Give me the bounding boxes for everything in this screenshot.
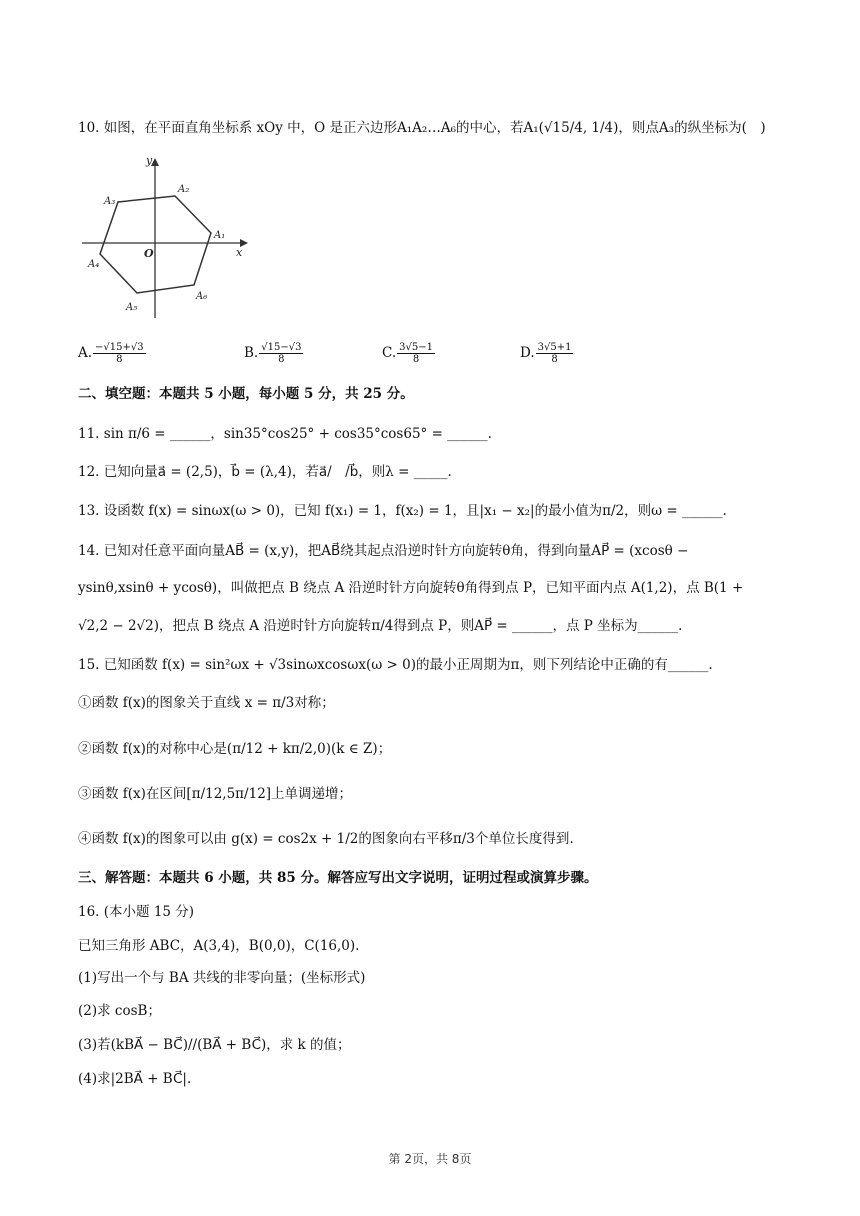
- question-16-line-2: (1)写出一个与 BA 共线的非零向量；(坐标形式): [78, 970, 366, 986]
- question-13: 13. 设函数 f(x) = sinωx(ω > 0)，已知 f(x₁) = 1，f(x₂) = 1，且|x₁ − x₂|的最小值为π/2，则ω = ______.: [78, 503, 727, 519]
- question-16-line-5: (4)求|2BA⃗ + BC⃗|.: [78, 1071, 192, 1087]
- question-15-stem: 15. 已知函数 f(x) = sin²ωx + √3sinωxcosωx(ω > 0)的最小正周期为π，则下列结论中正确的有______.: [78, 657, 713, 673]
- section-2-heading: 二、填空题：本题共 5 小题，每小题 5 分，共 25 分。: [78, 386, 414, 402]
- question-15-item-4: ④函数 f(x)的图象可以由 g(x) = cos2x + 1/2的图象向右平移π/3个单位长度得到.: [78, 831, 574, 847]
- vertex-a5-label: A₅: [126, 302, 138, 313]
- origin-label: O: [144, 247, 154, 260]
- vertex-a3-label: A₃: [104, 196, 116, 207]
- vertex-a6-label: A₆: [196, 291, 208, 302]
- question-16-line-4: (3)若(kBA⃗ − BC⃗)//(BA⃗ + BC⃗)，求 k 的值；: [78, 1037, 351, 1053]
- question-11: 11. sin π/6 = ______，sin35°cos25° + cos35°cos65° = ______.: [78, 426, 492, 442]
- option-b: B. $\frac{√15-√3}{8}$: [244, 342, 302, 365]
- question-14-line-3: √2,2 − 2√2)，把点 B 绕点 A 沿逆时针方向旋转π/4得到点 P，则AP⃗ = ______，点 P 坐标为______.: [78, 618, 683, 634]
- option-a: A. $\frac{-√15+√3}{8}$: [78, 342, 144, 365]
- question-15-item-2: ②函数 f(x)的对称中心是(π/12 + kπ/2,0)(k ∈ Z)；: [78, 741, 392, 757]
- question-14-line-2: ysinθ,xsinθ + ycosθ)，叫做把点 B 绕点 A 沿逆时针方向旋转θ角得到点 P，已知平面内点 A(1,2)，点 B(1 +: [78, 580, 744, 596]
- page-footer: 第 2页，共 8页: [388, 1152, 472, 1166]
- question-14-line-1: 14. 已知对任意平面向量AB⃗ = (x,y)，把AB⃗绕其起点沿逆时针方向旋转θ角，得到向量AP⃗ = (xcosθ −: [78, 543, 689, 559]
- question-12: 12. 已知向量a⃗ = (2,5)，b⃗ = (λ,4)，若a⃗/ /b⃗，则λ = _____.: [78, 464, 452, 480]
- section-3-heading: 三、解答题：本题共 6 小题，共 85 分。解答应写出文字说明，证明过程或演算步骤。: [78, 870, 598, 886]
- vertex-a4-label: A₄: [88, 259, 100, 270]
- question-16-line-1: 已知三角形 ABC，A(3,4)，B(0,0)，C(16,0).: [78, 938, 360, 954]
- question-16-title: 16. (本小题 15 分): [78, 904, 195, 920]
- question-10-options: [78, 342, 800, 372]
- question-15-item-1: ①函数 f(x)的图象关于直线 x = π/3对称；: [78, 695, 335, 711]
- x-axis-label: x: [236, 246, 243, 259]
- vertex-a1-label: A₁: [214, 230, 226, 241]
- y-axis-label: y: [146, 154, 153, 167]
- question-16-line-3: (2)求 cosB；: [78, 1003, 161, 1019]
- question-10-stem: 10. 如图，在平面直角坐标系 xOy 中，O 是正六边形A₁A₂…A₆的中心，若A₁(√15/4, 1/4)，则点A₃的纵坐标为( ): [78, 120, 766, 136]
- hexagon-figure: [78, 150, 258, 322]
- vertex-a2-label: A₂: [178, 184, 190, 195]
- question-15-item-3: ③函数 f(x)在区间[π/12,5π/12]上单调递增；: [78, 786, 353, 802]
- option-d: D. $\frac{3√5+1}{8}$: [520, 342, 572, 365]
- option-c: C. $\frac{3√5-1}{8}$: [382, 342, 433, 365]
